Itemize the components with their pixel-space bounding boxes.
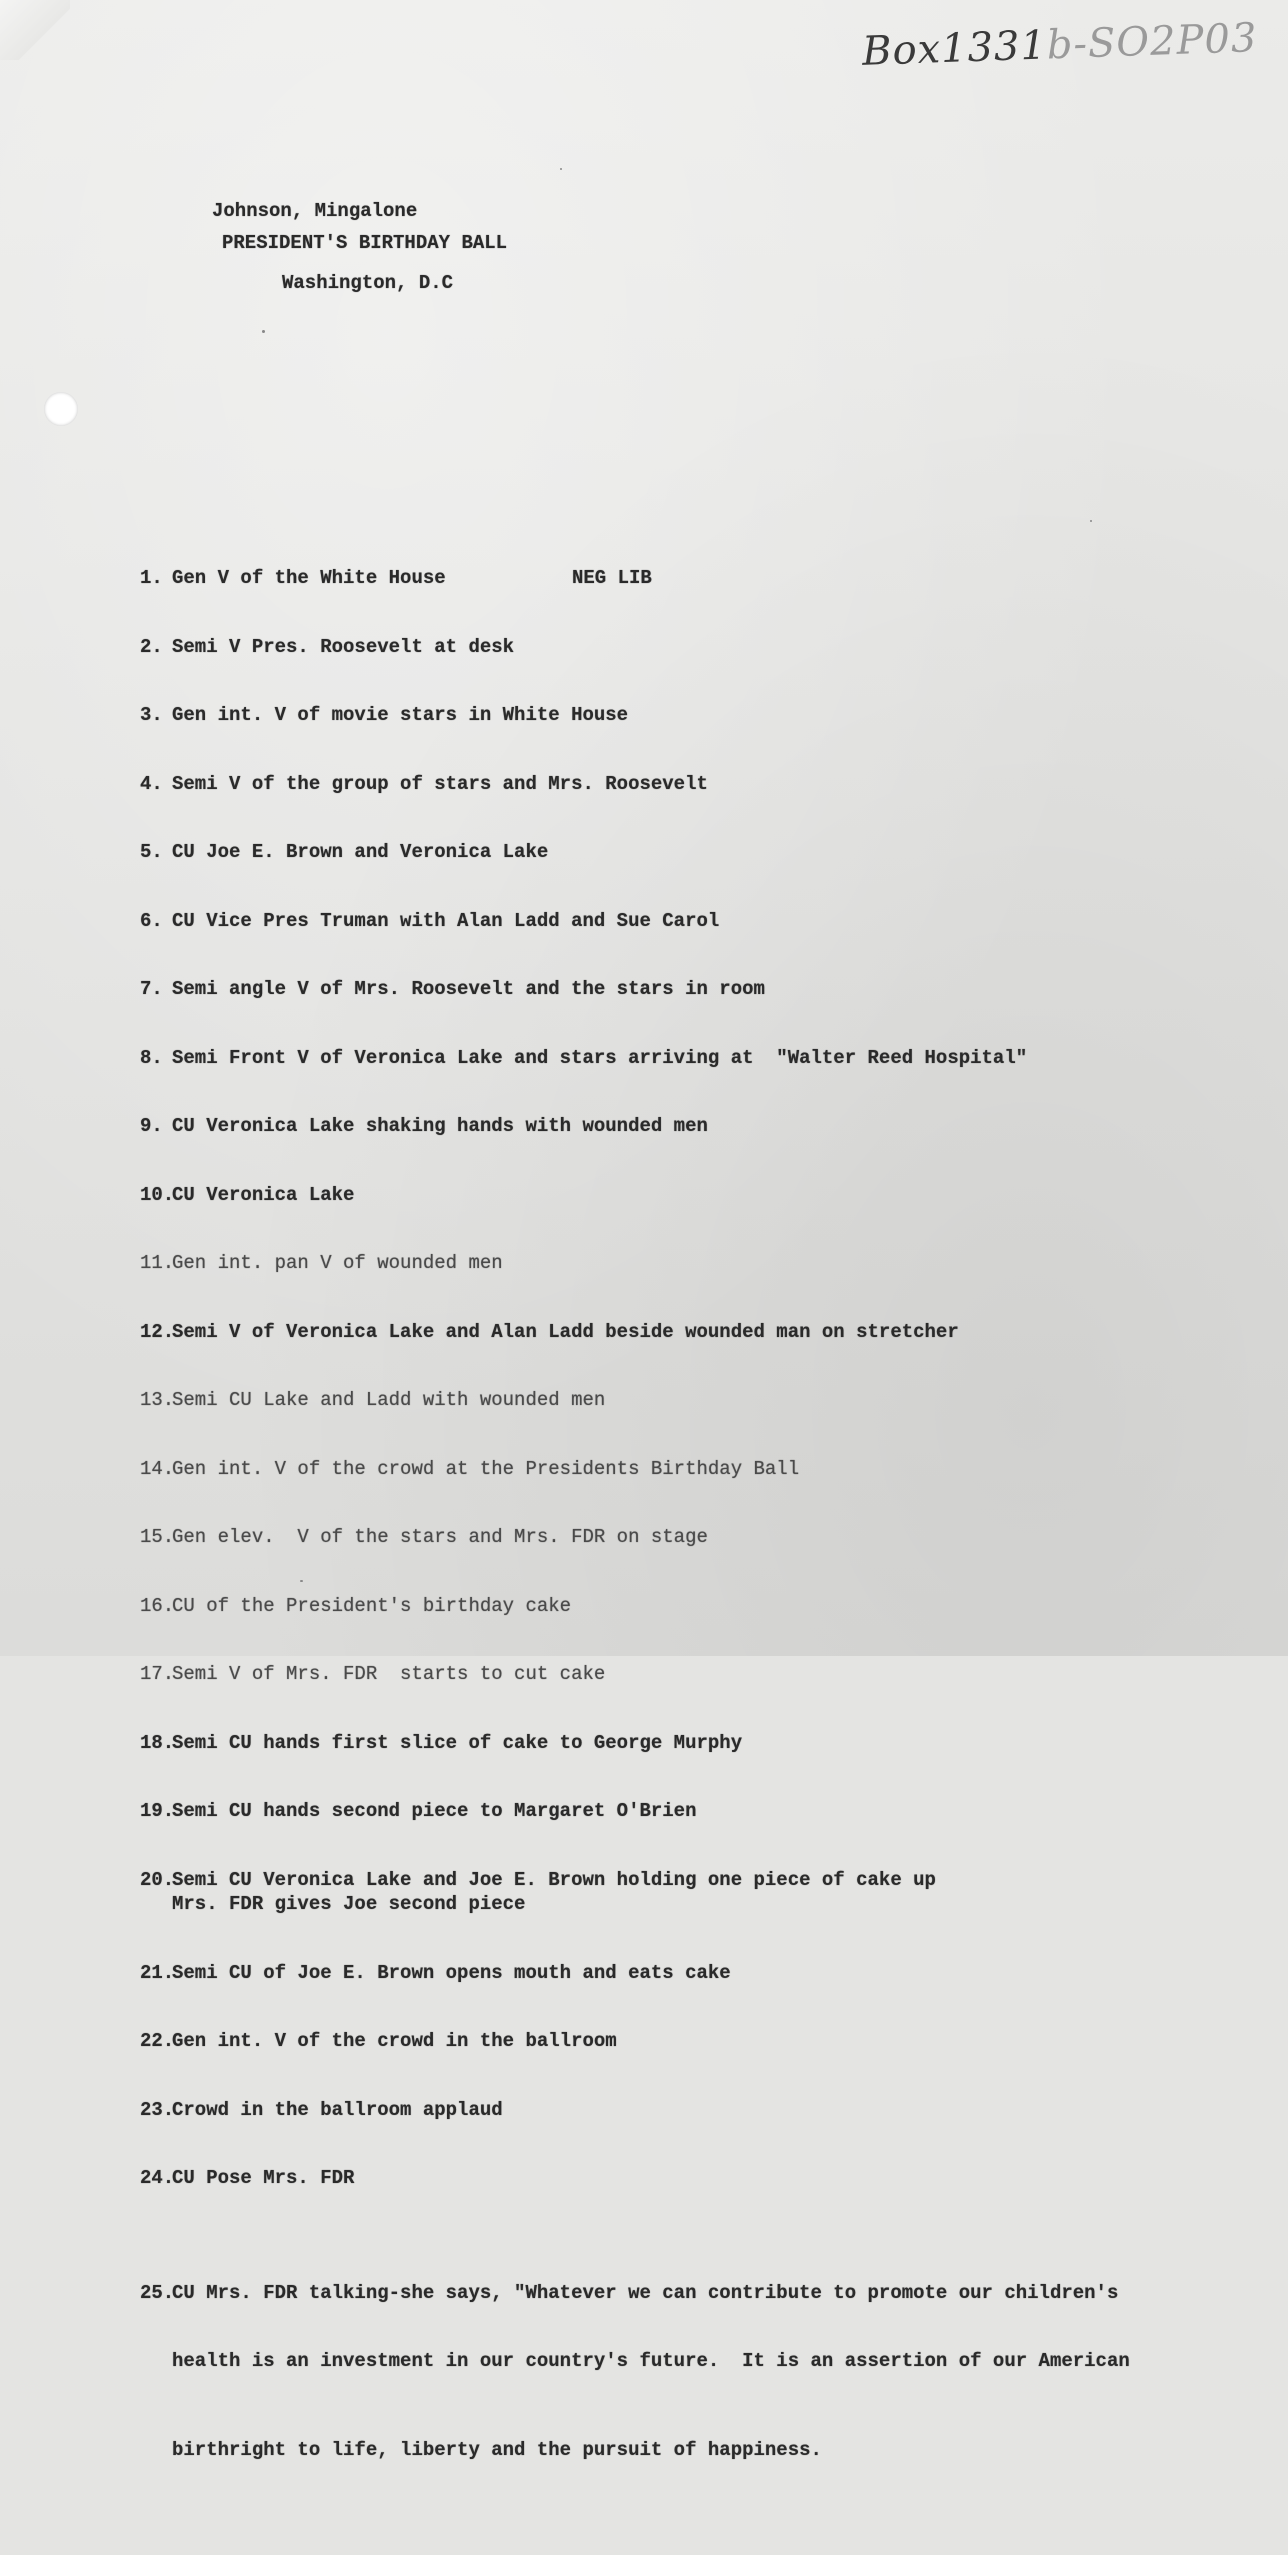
shot-item	[140, 1114, 1260, 1139]
punch-hole	[44, 392, 78, 426]
handwritten-box-faded: b-SO2P03	[1046, 15, 1259, 69]
shot-number: 6.	[140, 909, 163, 932]
shot-number: 2.	[140, 635, 163, 658]
shot-number: 14.	[140, 1457, 175, 1480]
shot-item	[140, 2166, 1260, 2191]
neg-lib-tag: NEG LIB	[572, 567, 652, 589]
shot-description: CU of the President's birthday cake	[172, 1594, 572, 1617]
shot-description: Semi Front V of Veronica Lake and stars arriving at "Walter Reed Hospital"	[172, 1046, 1028, 1069]
shot-item	[140, 909, 1260, 934]
shot-item	[140, 1868, 1260, 1917]
shot-item	[140, 1594, 1260, 1619]
shot-item	[140, 772, 1260, 797]
shot-item	[140, 1388, 1260, 1413]
shot-description: CU Joe E. Brown and Veronica Lake	[172, 841, 549, 863]
shot-item	[140, 1799, 1260, 1824]
handwritten-box-main: Box1331	[861, 22, 1048, 75]
shot-number: 7.	[140, 978, 163, 1000]
shot-25-line-3: birthright to life, liberty and the pursuit of happiness.	[172, 2438, 822, 2461]
shot-item	[140, 1457, 1260, 1482]
shot-description: Gen int. pan V of wounded men	[172, 1252, 503, 1274]
shot-description: Semi CU Lake and Ladd with wounded men	[172, 1389, 606, 1411]
header-name: Johnson, Mingalone	[212, 200, 418, 222]
shot-description: Gen elev. V of the stars and Mrs. FDR on stage	[172, 1526, 708, 1548]
shot-number: 24.	[140, 2167, 175, 2189]
shot-list	[140, 522, 1260, 2555]
shot-number: 4.	[140, 772, 163, 795]
handwritten-box-number	[861, 15, 1258, 75]
shot-description: Gen int. V of the crowd in the ballroom	[172, 2030, 617, 2052]
shot-number: 16.	[140, 1594, 175, 1617]
shot-number: 12.	[140, 1320, 175, 1343]
shot-item	[140, 635, 1260, 660]
shot-description: Semi V of Mrs. FDR starts to cut cake	[172, 1663, 606, 1685]
shot-item	[140, 1320, 1260, 1345]
shot-item	[140, 703, 1260, 728]
shot-item	[140, 1046, 1260, 1071]
shot-25-text-1: CU Mrs. FDR talking-she says, "Whatever we can contribute to promote our children's	[172, 2281, 1119, 2304]
shot-number: 15.	[140, 1526, 175, 1548]
shot-description: Gen V of the White House	[172, 567, 446, 589]
shot-number: 23.	[140, 2098, 175, 2121]
shot-description: Semi V Pres. Roosevelt at desk	[172, 635, 515, 658]
shot-number: 3.	[140, 704, 163, 726]
shot-number: 19.	[140, 1800, 175, 1822]
shot-number: 18.	[140, 1731, 175, 1754]
shot-description: Gen int. V of the crowd at the Presidents Birthday Ball	[172, 1457, 800, 1480]
shot-number: 13.	[140, 1389, 175, 1411]
shot-item	[140, 2098, 1260, 2123]
shot-description: Semi CU hands second piece to Margaret O'Brien	[172, 1800, 697, 1822]
shot-number: 25.	[140, 2281, 175, 2304]
shot-number: 1.	[140, 567, 163, 589]
shot-description: CU Pose Mrs. FDR	[172, 2167, 355, 2189]
shot-continuation: Mrs. FDR gives Joe second piece	[172, 1893, 526, 1915]
shot-description: Semi CU hands first slice of cake to George Murphy	[172, 1731, 743, 1754]
shot-number: 20.	[140, 1868, 175, 1891]
shot-item	[140, 566, 1260, 591]
shot-description: CU Veronica Lake shaking hands with wounded men	[172, 1115, 708, 1137]
shot-item	[140, 1525, 1260, 1550]
torn-corner	[0, 0, 70, 60]
shot-number: 11.	[140, 1252, 175, 1274]
shot-item	[140, 1662, 1260, 1687]
shot-item	[140, 840, 1260, 865]
header-location: Washington, D.C	[282, 272, 454, 294]
shot-number: 17.	[140, 1663, 175, 1685]
shot-item	[140, 2029, 1260, 2054]
shot-item	[140, 1251, 1260, 1276]
shot-description: Semi CU of Joe E. Brown opens mouth and eats cake	[172, 1961, 731, 1984]
shot-number: 9.	[140, 1115, 163, 1137]
shot-item	[140, 977, 1260, 1002]
shot-item	[140, 1183, 1260, 1208]
paper-speck	[300, 1580, 303, 1582]
shot-number: 8.	[140, 1046, 163, 1069]
shot-description: Crowd in the ballroom applaud	[172, 2098, 503, 2121]
shot-item	[140, 1731, 1260, 1756]
shot-description: Semi CU Veronica Lake and Joe E. Brown holding one piece of cake up	[172, 1868, 936, 1891]
shot-number: 5.	[140, 841, 163, 863]
shot-description: Gen int. V of movie stars in White House	[172, 704, 629, 726]
shot-item-quote	[140, 2235, 1260, 2511]
header-title: PRESIDENT'S BIRTHDAY BALL	[222, 232, 508, 254]
shot-description: CU Veronica Lake	[172, 1183, 355, 1206]
paper-speck	[262, 330, 265, 333]
shot-description: Semi V of Veronica Lake and Alan Ladd beside wounded man on stretcher	[172, 1320, 959, 1343]
shot-item	[140, 1961, 1260, 1986]
shot-description: Semi V of the group of stars and Mrs. Roosevelt	[172, 772, 708, 795]
shot-description: CU Vice Pres Truman with Alan Ladd and Sue Carol	[172, 909, 720, 932]
paper-speck	[560, 168, 562, 170]
shot-number: 10.	[140, 1183, 175, 1206]
shot-25-line-1	[140, 2281, 1260, 2304]
paper-speck	[1090, 520, 1092, 522]
shot-number: 22.	[140, 2030, 175, 2052]
shot-number: 21.	[140, 1961, 175, 1984]
shot-25-line-2: health is an investment in our country's future. It is an assertion of our American	[172, 2349, 1130, 2372]
shot-description: Semi angle V of Mrs. Roosevelt and the stars in room	[172, 978, 765, 1000]
